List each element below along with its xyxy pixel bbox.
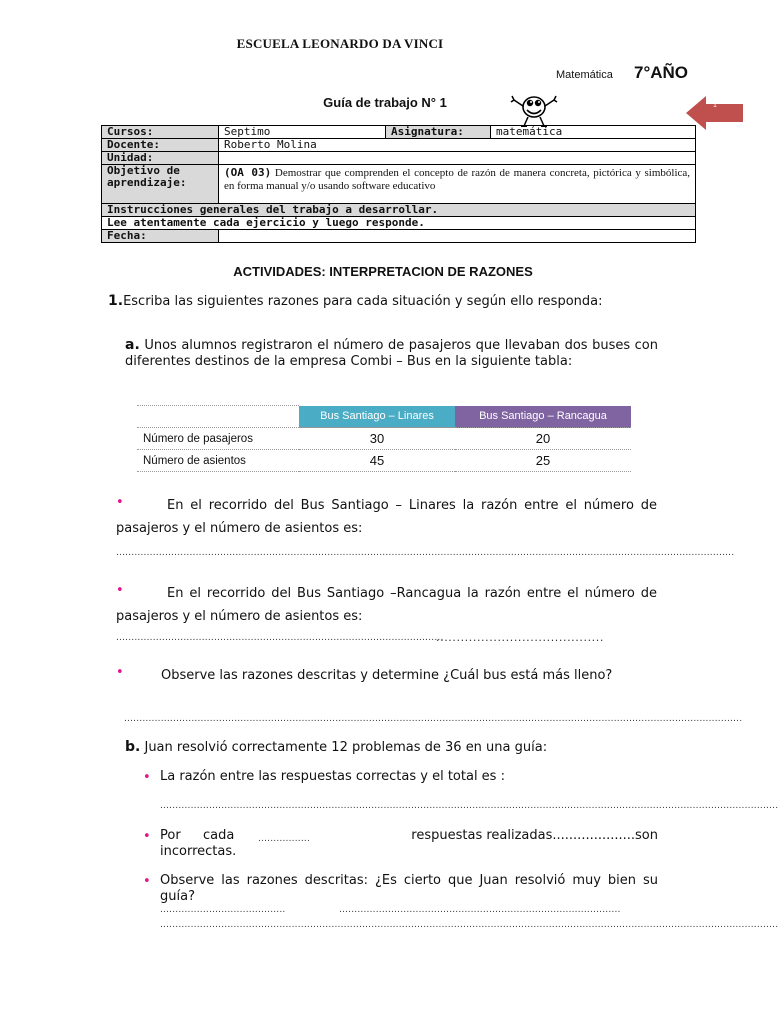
answer-line-1[interactable]: .......................................................................................................................................................................................................... (116, 548, 735, 558)
objetivo-value (219, 165, 696, 204)
mascot-icon (510, 90, 558, 128)
bullet-1: • (116, 495, 124, 510)
bus-col-rancagua: Bus Santiago – Rancagua (455, 406, 631, 428)
bullet-c1-text: La razón entre las respuestas correctas y el total es : (160, 769, 505, 784)
row-pasajeros-linares: 30 (299, 428, 455, 450)
arrow-mark: 1 (713, 102, 717, 109)
subject-label: Matemática (556, 69, 613, 81)
row-asientos-rancagua: 25 (455, 450, 631, 472)
bus-table-corner (137, 406, 299, 428)
school-name: ESCUELA LEONARDO DA VINCI (236, 36, 444, 51)
c2-mid: respuestas realizadas....................son (411, 828, 658, 843)
item-a-label: a. (125, 337, 140, 353)
answer-line-c3c[interactable]: .......................................................................................................................................................................................................... (160, 920, 778, 930)
bullet-c3-text: Observe las razones descritas: ¿Es cierto que Juan resolvió muy bien su guía? (160, 873, 658, 904)
asignatura-label: Asignatura: (386, 126, 491, 139)
bullet-c1: • (143, 770, 151, 785)
answer-line-c1[interactable]: .......................................................................................................................................................................................................... (160, 801, 778, 811)
docente-label: Docente: (102, 139, 219, 152)
item-b (125, 739, 665, 756)
grade-label: 7°AÑO (634, 63, 689, 82)
c2-blank[interactable]: ................. (258, 834, 311, 844)
guide-title: Guía de trabajo N° 1 (323, 95, 447, 110)
answer-line-c3a[interactable]: ......................................... (160, 905, 286, 915)
c2-por: Por (160, 828, 181, 843)
answer-line-3[interactable]: .......................................................................................................................................................................................................... (124, 714, 743, 724)
unidad-value (219, 152, 696, 165)
docente-value: Roberto Molina (219, 139, 696, 152)
activities-title: ACTIVIDADES: INTERPRETACION DE RAZONES (233, 264, 533, 279)
bullet-2: • (116, 583, 124, 598)
bus-table (137, 405, 631, 472)
question-1-number: 1. (108, 293, 124, 309)
bullet-c2-line1 (160, 828, 658, 844)
instrucciones-row: Instrucciones generales del trabajo a desarrollar. (102, 204, 696, 217)
bullet-1-text: En el recorrido del Bus Santiago – Linares la razón entre el número de pasajeros y el número de asientos es: (116, 498, 657, 536)
bullet-2-text: En el recorrido del Bus Santiago –Rancagua la razón entre el número de pasajeros y el número de asientos es: (116, 586, 657, 624)
asignatura-value: matemática (491, 126, 696, 139)
answer-line-c3b[interactable]: ............................................................................................ (339, 905, 621, 915)
row-asientos-linares: 45 (299, 450, 455, 472)
bullet-c3: • (143, 874, 151, 889)
objetivo-label: Objetivo de aprendizaje: (102, 165, 219, 204)
cursos-label: Cursos: (102, 126, 219, 139)
bullet-3-text: Observe las razones descritas y determine ¿Cuál bus está más lleno? (161, 668, 613, 683)
item-a (125, 337, 658, 370)
row-asientos-label: Número de asientos (137, 450, 299, 472)
item-a-text: Unos alumnos registraron el número de pasajeros que llevaban dos buses con diferentes destinos de la empresa Combi – Bus en la siguiente tabla: (125, 338, 658, 369)
row-pasajeros-label: Número de pasajeros (137, 428, 299, 450)
info-table (101, 125, 696, 243)
objetivo-text: Demostrar que comprenden el concepto de razón de manera concreta, pictórica y simbólica, en forma manual y/o usando software educativo (224, 167, 691, 192)
item-b-text: Juan resolvió correctamente 12 problemas de 36 en una guía: (144, 740, 548, 755)
lee-row: Lee atentamente cada ejercicio y luego responde. (102, 217, 696, 230)
question-1 (108, 293, 658, 310)
c2-cada: cada (203, 828, 235, 843)
item-b-label: b. (125, 739, 141, 755)
unidad-label: Unidad: (102, 152, 219, 165)
cursos-value: Septimo (219, 126, 386, 139)
row-pasajeros-rancagua: 20 (455, 428, 631, 450)
bullet-c2-line2: incorrectas. (160, 844, 237, 859)
bullet-3: • (116, 665, 124, 680)
question-1-text: Escriba las siguientes razones para cada situación y según ello responda: (123, 294, 603, 309)
fecha-label: Fecha: (102, 230, 219, 243)
bullet-c2: • (143, 829, 151, 844)
fecha-value (219, 230, 696, 243)
objetivo-code: (OA 03) (224, 166, 272, 179)
answer-line-2b[interactable]: ......................................... (436, 631, 604, 644)
bus-col-linares: Bus Santiago – Linares (299, 406, 455, 428)
answer-line-2a[interactable]: ........................................................................................................... (116, 633, 444, 643)
